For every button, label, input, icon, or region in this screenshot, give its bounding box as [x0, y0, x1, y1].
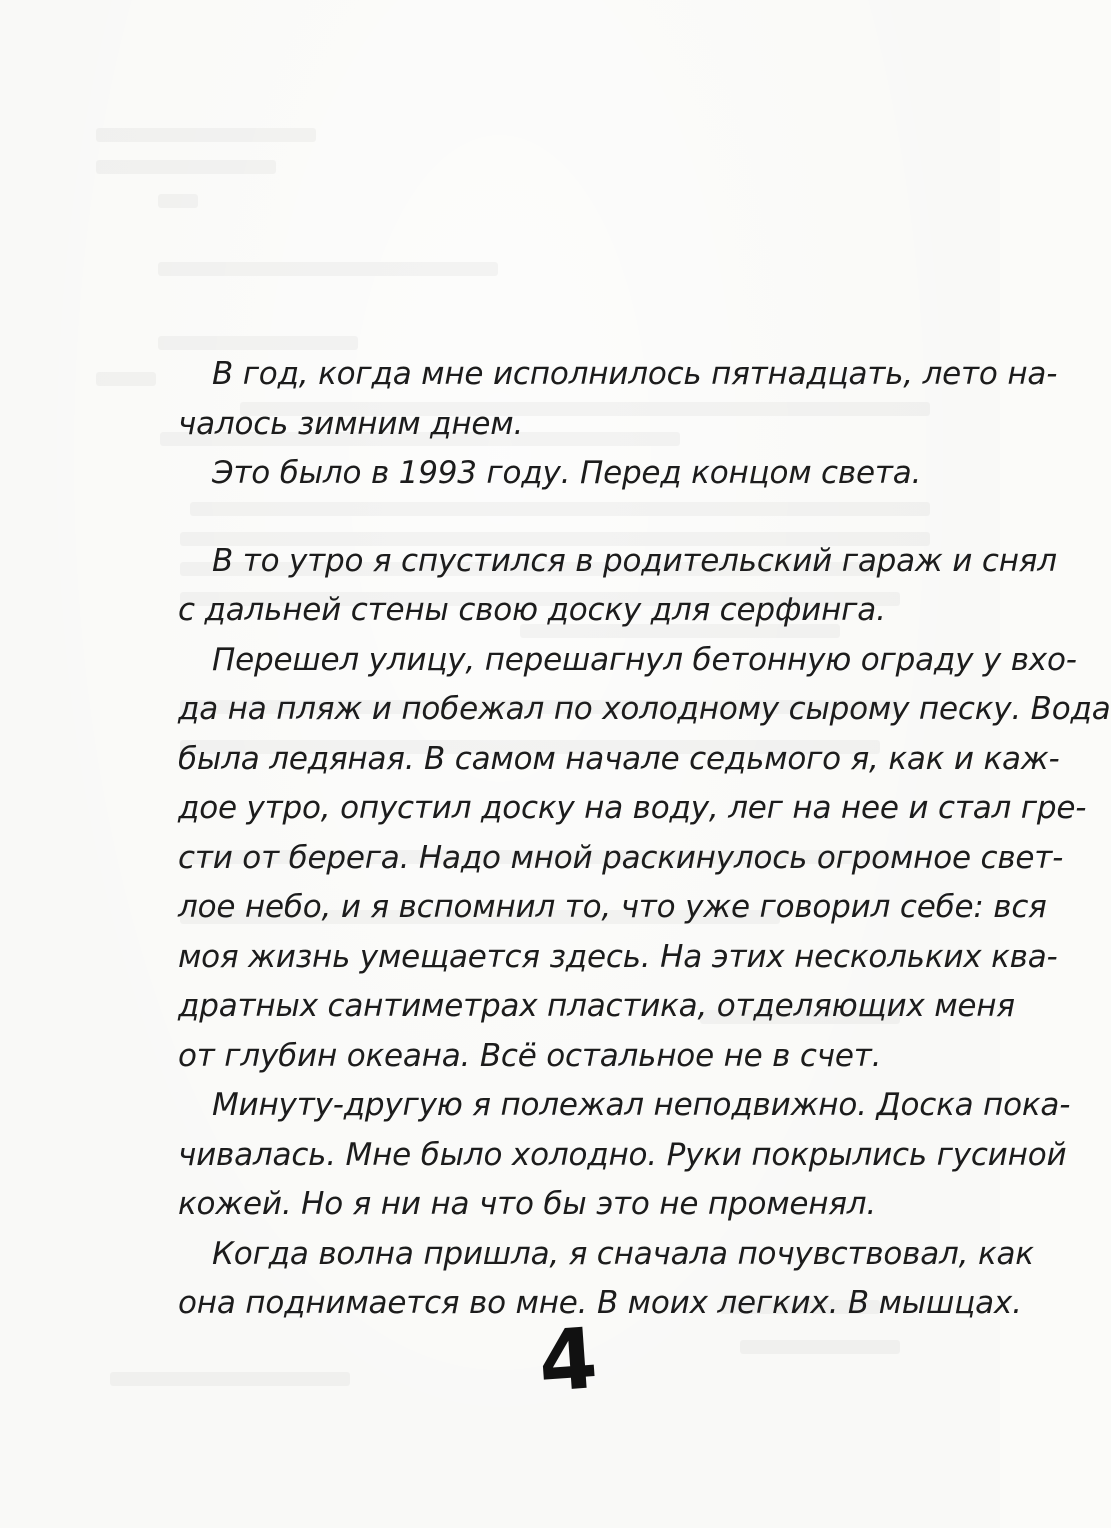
text-line: с дальней стены свою доску для серфинга. — [178, 592, 886, 628]
text-line: дратных сантиметрах пластика, отделяющих меня — [178, 988, 1015, 1024]
body-text — [178, 350, 1111, 1329]
text-line: от глубин океана. Всё остальное не в счет. — [178, 1037, 882, 1074]
section-break — [178, 499, 950, 537]
text-line: сти от берега. Надо мной раскинулось огромное свет- — [178, 839, 1064, 876]
text-line: да на пляж и побежал по холодному сырому песку. Вода — [178, 691, 1111, 727]
text-line: она поднимается во мне. В моих легких. В мышцах. — [178, 1285, 1022, 1321]
text-line: В год, когда мне исполнилось пятнадцать, лето на- — [212, 356, 1058, 392]
text-line: Это было в 1993 году. Перед концом света. — [212, 455, 922, 491]
text-line: моя жизнь умещается здесь. На этих нескольких ква- — [178, 938, 1058, 975]
page-number: 4 — [535, 1309, 601, 1411]
text-line: чалось зимним днем. — [178, 405, 524, 442]
text-line: дое утро, опустил доску на воду, лег на нее и стал гре- — [178, 790, 1087, 826]
text-line: была ледяная. В самом начале седьмого я, как и каж- — [178, 740, 1060, 777]
text-line: Минуту-другую я полежал неподвижно. Доска пока- — [212, 1087, 1071, 1123]
text-line: лое небо, и я вспомнил то, что уже говорил себе: вся — [178, 889, 1047, 925]
text-line: Перешел улицу, перешагнул бетонную ограду у вхо- — [212, 641, 1077, 678]
text-line: кожей. Но я ни на что бы это не променял. — [178, 1186, 877, 1222]
text-line: чивалась. Мне было холодно. Руки покрылись гусиной — [178, 1136, 1067, 1173]
text-line: В то утро я спустился в родительский гараж и снял — [212, 542, 1057, 579]
text-line: Когда волна пришла, я сначала почувствовал, как — [212, 1235, 1034, 1272]
